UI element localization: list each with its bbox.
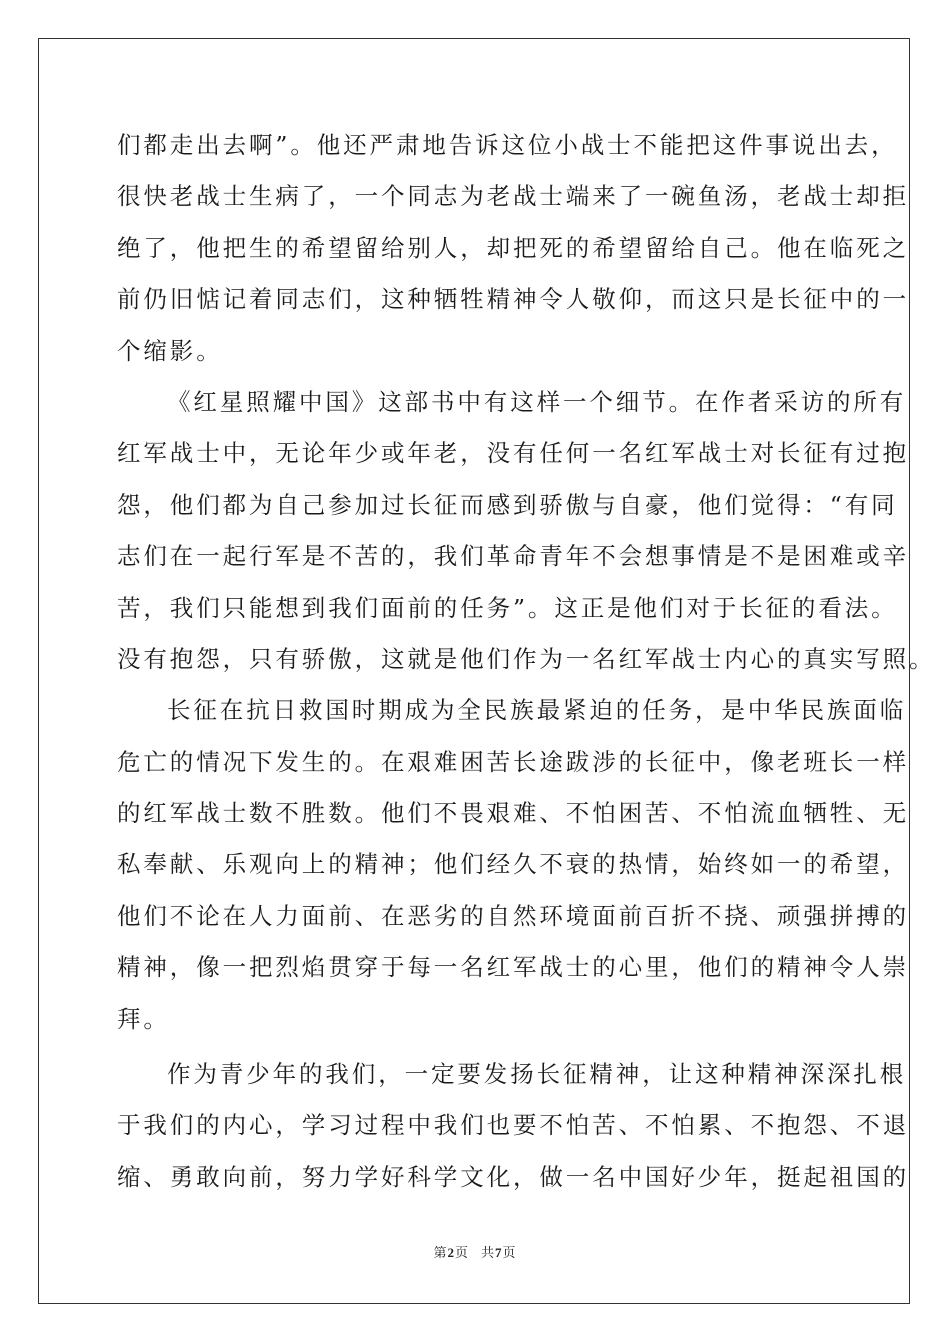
total-pages: 7 — [495, 1245, 503, 1260]
text-line: 绝了，他把生的希望留给别人，却把死的希望留给自己。他在临死之 — [117, 233, 909, 262]
total-pages-prefix: 共 — [481, 1246, 496, 1261]
document-body — [117, 120, 936, 1203]
total-pages-suffix: 页 — [502, 1246, 517, 1261]
text-line: 红军战士中，无论年少或年老，没有任何一名红军战士对长征有过抱 — [117, 439, 909, 468]
text-line: 拜。 — [117, 1004, 170, 1033]
text-line: 志们在一起行军是不苦的，我们革命青年不会想事情是不是困难或辛 — [117, 542, 909, 571]
text-line: 苦，我们只能想到我们面前的任务”。这正是他们对于长征的看法。 — [117, 593, 898, 622]
text-line: 缩、勇敢向前，努力学好科学文化，做一名中国好少年，挺起祖国的 — [117, 1162, 909, 1191]
page-number-prefix: 第 — [433, 1246, 448, 1261]
text-line: 们都走出去啊”。他还严肃地告诉这位小战士不能把这件事说出去， — [117, 131, 898, 159]
text-line: 私奉献、乐观向上的精神；他们经久不衰的热情，始终如一的希望， — [117, 850, 909, 879]
text-line: 前仍旧惦记着同志们，这种牺牲精神令人敬仰，而这只是长征中的一 — [117, 285, 909, 314]
paragraph — [117, 120, 909, 377]
text-line: 的红军战士数不胜数。他们不畏艰难、不怕困苦、不怕流血牺牲、无 — [117, 799, 909, 828]
text-line: 个缩影。 — [117, 336, 223, 365]
text-line: 作为青少年的我们，一定要发扬长征精神，让这种精神深深扎根 — [167, 1060, 907, 1089]
page-number: 2 — [447, 1245, 455, 1260]
text-line: 没有抱怨，只有骄傲，这就是他们作为一名红军战士内心的真实写照。 — [117, 644, 936, 673]
text-line: 危亡的情况下发生的。在艰难困苦长途跋涉的长征中，像老班长一样 — [117, 747, 909, 776]
text-line: 于我们的内心，学习过程中我们也要不怕苦、不怕累、不抱怨、不退 — [117, 1111, 909, 1140]
text-line: 他们不论在人力面前、在恶劣的自然环境面前百折不挠、顽强拼搏的 — [117, 901, 909, 930]
text-line: 精神，像一把烈焰贯穿于每一名红军战士的心里，他们的精神令人崇 — [117, 953, 909, 982]
paragraph — [117, 377, 936, 685]
page-footer — [0, 1242, 950, 1261]
text-line: 长征在抗日救国时期成为全民族最紧迫的任务，是中华民族面临 — [167, 696, 907, 725]
page-number-suffix: 页 — [454, 1246, 469, 1261]
text-line: 《红星照耀中国》这部书中有这样一个细节。在作者采访的所有 — [167, 387, 907, 416]
paragraph — [117, 1049, 909, 1203]
text-line: 怨，他们都为自己参加过长征而感到骄傲与自豪，他们觉得：“有同 — [117, 490, 898, 519]
paragraph — [117, 685, 909, 1045]
text-line: 很快老战士生病了，一个同志为老战士端来了一碗鱼汤，老战士却拒 — [117, 182, 909, 211]
